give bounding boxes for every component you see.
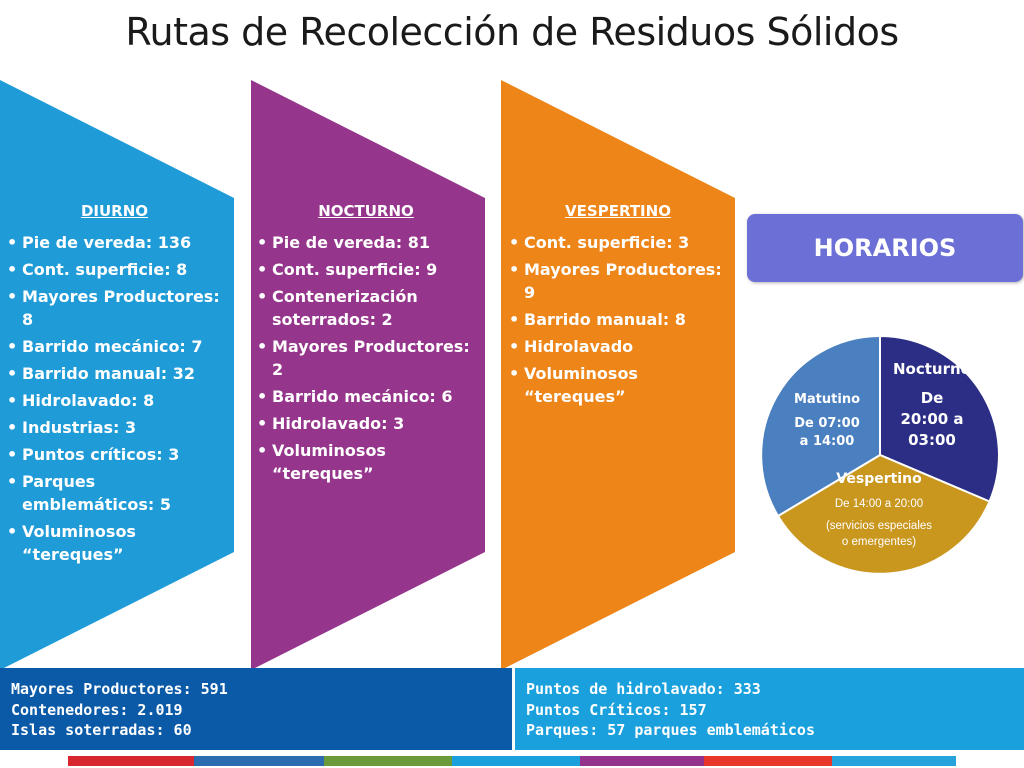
list-item: • Hidrolavado: [509, 335, 727, 358]
list-item: • Parques emblemáticos: 5: [7, 470, 222, 516]
summary-box-right: [512, 668, 1024, 750]
summary-right-line: Puntos de hidrolavado: 333: [526, 680, 761, 698]
pie-nocturno-name: Nocturno: [893, 360, 971, 378]
list-item: • Barrido mecánico: 7: [7, 335, 222, 358]
list-item: • Barrido mecánico: 6: [257, 385, 475, 408]
column-list-nocturno: [257, 231, 475, 485]
summary-right-line: Puntos Críticos: 157: [526, 700, 707, 719]
list-item: • Mayores Productores: 2: [257, 335, 475, 381]
column-list-vespertino: [509, 231, 727, 408]
column-nocturno: [257, 200, 475, 489]
pie-matutino-name: Matutino: [793, 392, 861, 407]
pie-nocturno-time: De 20:00 a 03:00: [900, 389, 964, 449]
pie-vespertino-time: De 14:00 a 20:00: [834, 498, 924, 510]
decorative-stripe-red2: [704, 756, 832, 766]
column-vespertino: [509, 200, 727, 412]
list-item: • Pie de vereda: 81: [257, 231, 475, 254]
list-item: • Cont. superficie: 9: [257, 258, 475, 281]
pie-label-nocturno: [888, 359, 976, 451]
list-item: • Voluminosos “tereques”: [7, 520, 222, 566]
column-heading-nocturno: NOCTURNO: [318, 202, 414, 220]
column-heading-vespertino: VESPERTINO: [565, 202, 671, 220]
pie-vespertino-name: Vespertino: [836, 471, 922, 487]
summary-left-line: Mayores Productores: 591: [11, 680, 228, 698]
decorative-stripe-purple: [580, 756, 704, 766]
decorative-stripe-blue: [194, 756, 324, 766]
list-item: • Hidrolavado: 3: [257, 412, 475, 435]
list-item: • Pie de vereda: 136: [7, 231, 222, 254]
list-item: • Mayores Productores: 8: [7, 285, 222, 331]
pie-vespertino-note: (servicios especiales o emergentes): [825, 520, 933, 548]
slide-title: Rutas de Recolección de Residuos Sólidos: [125, 10, 899, 54]
list-item: • Cont. superficie: 3: [509, 231, 727, 254]
horarios-box: HORARIOS: [747, 214, 1023, 282]
column-diurno: [7, 200, 222, 570]
summary-box-left: [0, 668, 512, 750]
column-list-diurno: [7, 231, 222, 566]
pie-label-vespertino: [808, 471, 950, 563]
pie-matutino-time: De 07:00 a 14:00: [794, 416, 860, 449]
list-item: • Hidrolavado: 8: [7, 389, 222, 412]
list-item: • Contenerización soterrados: 2: [257, 285, 475, 331]
list-item: • Barrido manual: 32: [7, 362, 222, 385]
summary-left-line: Islas soterradas: 60: [11, 721, 192, 739]
pie-label-matutino: [788, 391, 866, 451]
list-item: • Cont. superficie: 8: [7, 258, 222, 281]
column-heading-diurno: DIURNO: [80, 202, 149, 220]
decorative-stripe-red: [68, 756, 194, 766]
list-item: • Voluminosos “tereques”: [257, 439, 475, 485]
list-item: • Industrias: 3: [7, 416, 222, 439]
decorative-stripe-blue2: [832, 756, 956, 766]
list-item: • Barrido manual: 8: [509, 308, 727, 331]
decorative-stripe-green: [324, 756, 452, 766]
summary-left-line: Contenedores: 2.019: [11, 700, 183, 719]
list-item: • Puntos críticos: 3: [7, 443, 222, 466]
list-item: • Voluminosos “tereques”: [509, 362, 727, 408]
summary-right-line: Parques: 57 parques emblemáticos: [526, 721, 815, 739]
list-item: • Mayores Productores: 9: [509, 258, 727, 304]
decorative-stripe-cyan: [452, 756, 580, 766]
